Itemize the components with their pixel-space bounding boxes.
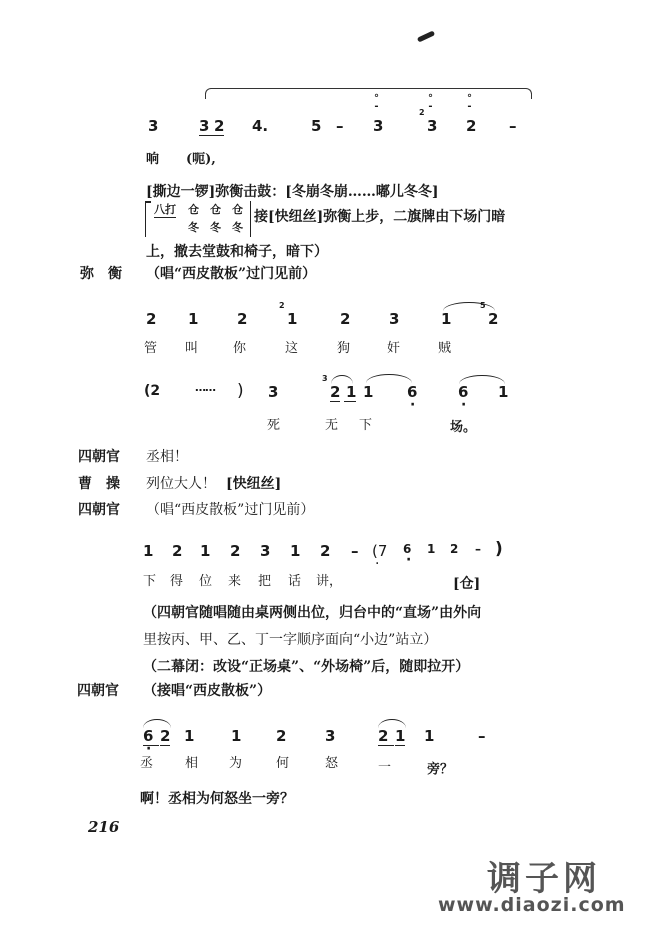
note: 2 <box>340 310 351 328</box>
lyric: 一 <box>378 760 392 775</box>
note: 1 <box>441 310 452 328</box>
note: 3 <box>389 310 400 328</box>
percussion-box <box>145 201 251 237</box>
stage-direction: 接[快纽丝]弥衡上步，二旗牌由下场门暗 <box>254 209 506 225</box>
lyric: 得 <box>170 574 184 589</box>
note: 2 <box>237 310 248 328</box>
grace-note: 2 <box>279 301 285 310</box>
watermark-site-name: 调子网 <box>487 859 601 899</box>
paren-note: (2 <box>144 383 161 399</box>
slur <box>459 375 505 384</box>
perc-syllable: 仓 <box>232 203 243 216</box>
note: 2 <box>450 542 459 556</box>
note: 2 ° - 3 <box>419 93 438 135</box>
sung-instruction: （唱“西皮散板”过门见前） <box>146 502 315 518</box>
note-low: 6 · <box>403 542 411 556</box>
lyric: 下 <box>359 418 373 433</box>
lyric: 丞 <box>140 756 154 771</box>
lyric: 响 <box>146 152 160 167</box>
lyric: 为 <box>229 756 243 771</box>
lyric: 来 <box>228 574 242 589</box>
dash: – <box>336 117 344 135</box>
stage-direction: 里按丙、甲、乙、丁一字顺序面向“小边”站立） <box>143 632 438 648</box>
note-low: 6 · <box>143 727 159 746</box>
perc-syllable: 冬 <box>232 221 243 234</box>
lyric: 狗 <box>337 341 351 356</box>
stage-direction: [撕边一锣]弥衡击鼓：[冬崩冬崩……嘟儿冬冬] <box>146 184 439 200</box>
note: 2 <box>172 542 183 560</box>
close-paren: ) <box>237 381 244 401</box>
lyric: 死 <box>267 418 281 433</box>
note: 1 <box>498 383 509 401</box>
perc-syllable: 仓 <box>188 203 199 216</box>
dash: – <box>509 117 517 135</box>
harmonic-mark: ° - <box>374 93 379 112</box>
slur <box>366 374 412 383</box>
perc-label: 八打 <box>154 203 176 216</box>
note: 1 <box>290 542 301 560</box>
lyric: 位 <box>199 574 213 589</box>
speaker-name: 四朝官 <box>78 449 120 465</box>
note: 2 <box>320 542 331 560</box>
dialogue-line: 列位大人！ <box>146 476 216 492</box>
note: 2 <box>160 727 171 745</box>
slur <box>378 719 406 728</box>
note: 1 <box>143 542 154 560</box>
lyric: 话 <box>288 574 302 589</box>
note: 5 2 <box>480 301 499 328</box>
perc-syllable: 仓 <box>210 203 221 216</box>
close-paren: ) <box>495 539 503 559</box>
slur <box>443 302 495 311</box>
note: 3 <box>199 117 217 136</box>
spoken-line: 啊！丞相为何怒坐一旁？ <box>140 791 294 807</box>
sung-instruction: （唱“西皮散板”过门见前） <box>146 266 317 282</box>
note-low: (7 · <box>372 542 387 560</box>
note: 1 <box>363 383 374 401</box>
note: 2 <box>378 727 394 746</box>
note: 3 <box>148 117 159 135</box>
note: 2 <box>146 310 157 328</box>
lyric: 相 <box>185 756 199 771</box>
slur <box>331 375 353 384</box>
note: 3 <box>325 727 336 745</box>
lyric: 管 <box>144 341 158 356</box>
note: 1 <box>395 727 406 745</box>
lyric: 贼 <box>438 341 452 356</box>
stage-direction: （四朝官随唱随由桌两侧出位，归台中的“直场”由外向 <box>143 605 482 621</box>
note: 1 <box>427 542 436 556</box>
note: 2 1 <box>279 301 298 328</box>
lyric: 这 <box>285 341 299 356</box>
dash: – <box>475 542 481 556</box>
note: ° - 3 <box>373 93 384 135</box>
ellipsis: …… <box>195 381 215 394</box>
speaker-name: 四朝官 <box>77 683 119 699</box>
grace-note: 2 <box>419 108 425 117</box>
grace-note: 3 <box>322 374 328 383</box>
note: 1 <box>188 310 199 328</box>
speaker-name: 四朝官 <box>78 502 120 518</box>
note: 1 <box>231 727 242 745</box>
lyric: 无 <box>325 418 339 433</box>
note-low: 6 · <box>458 383 468 401</box>
slur <box>143 719 171 728</box>
note: 1 <box>184 727 195 745</box>
dash: – <box>351 542 359 560</box>
perc-syllable: 冬 <box>210 221 221 234</box>
perc-syllable: 冬 <box>188 221 199 234</box>
lyric: 叫 <box>185 341 199 356</box>
note: 1 <box>200 542 211 560</box>
watermark-url: www.diaozi.com <box>438 894 626 916</box>
note-low: 6 · <box>407 383 417 401</box>
harmonic-mark: ° - <box>428 93 433 112</box>
scan-mark <box>417 30 435 42</box>
lyric: 把 <box>258 574 272 589</box>
note: 2 <box>230 542 241 560</box>
note: 1 <box>346 383 357 401</box>
note: 2 <box>276 727 287 745</box>
note: 3 <box>260 542 271 560</box>
lyric: (呃), <box>186 152 216 167</box>
speaker-name: 曹 操 <box>78 476 120 492</box>
sung-instruction: （接唱“西皮散板”） <box>143 683 272 699</box>
note: 2 <box>214 117 225 135</box>
cue: [快纽丝] <box>226 476 282 492</box>
long-slur <box>205 88 532 99</box>
lyric: 场。 <box>450 420 477 435</box>
note: 3 2 <box>322 374 341 401</box>
dialogue-line: 丞相！ <box>146 449 188 465</box>
note: 4. <box>252 117 269 135</box>
lyric: 你 <box>233 341 247 356</box>
grace-note: 5 <box>480 301 486 310</box>
lyric: 下 <box>143 574 157 589</box>
note: 5 <box>311 117 322 135</box>
lyric: 讲， <box>316 574 343 589</box>
lyric: 旁？ <box>427 762 454 777</box>
stage-direction: （二幕闭：改设“正场桌”、“外场椅”后，随即拉开） <box>143 659 470 675</box>
lyric: 奸 <box>387 341 401 356</box>
note: 1 <box>424 727 435 745</box>
speaker-name: 弥 衡 <box>80 266 122 282</box>
page-number: 216 <box>88 818 120 836</box>
note: ° - 2 <box>466 93 477 135</box>
lyric: 何 <box>276 756 290 771</box>
harmonic-mark: ° - <box>467 93 472 112</box>
stage-direction: 上，撤去堂鼓和椅子，暗下） <box>146 244 328 260</box>
dash: – <box>478 727 486 745</box>
note: 3 <box>268 383 279 401</box>
lyric: 怒 <box>325 756 339 771</box>
cue: [仓] <box>453 576 481 592</box>
